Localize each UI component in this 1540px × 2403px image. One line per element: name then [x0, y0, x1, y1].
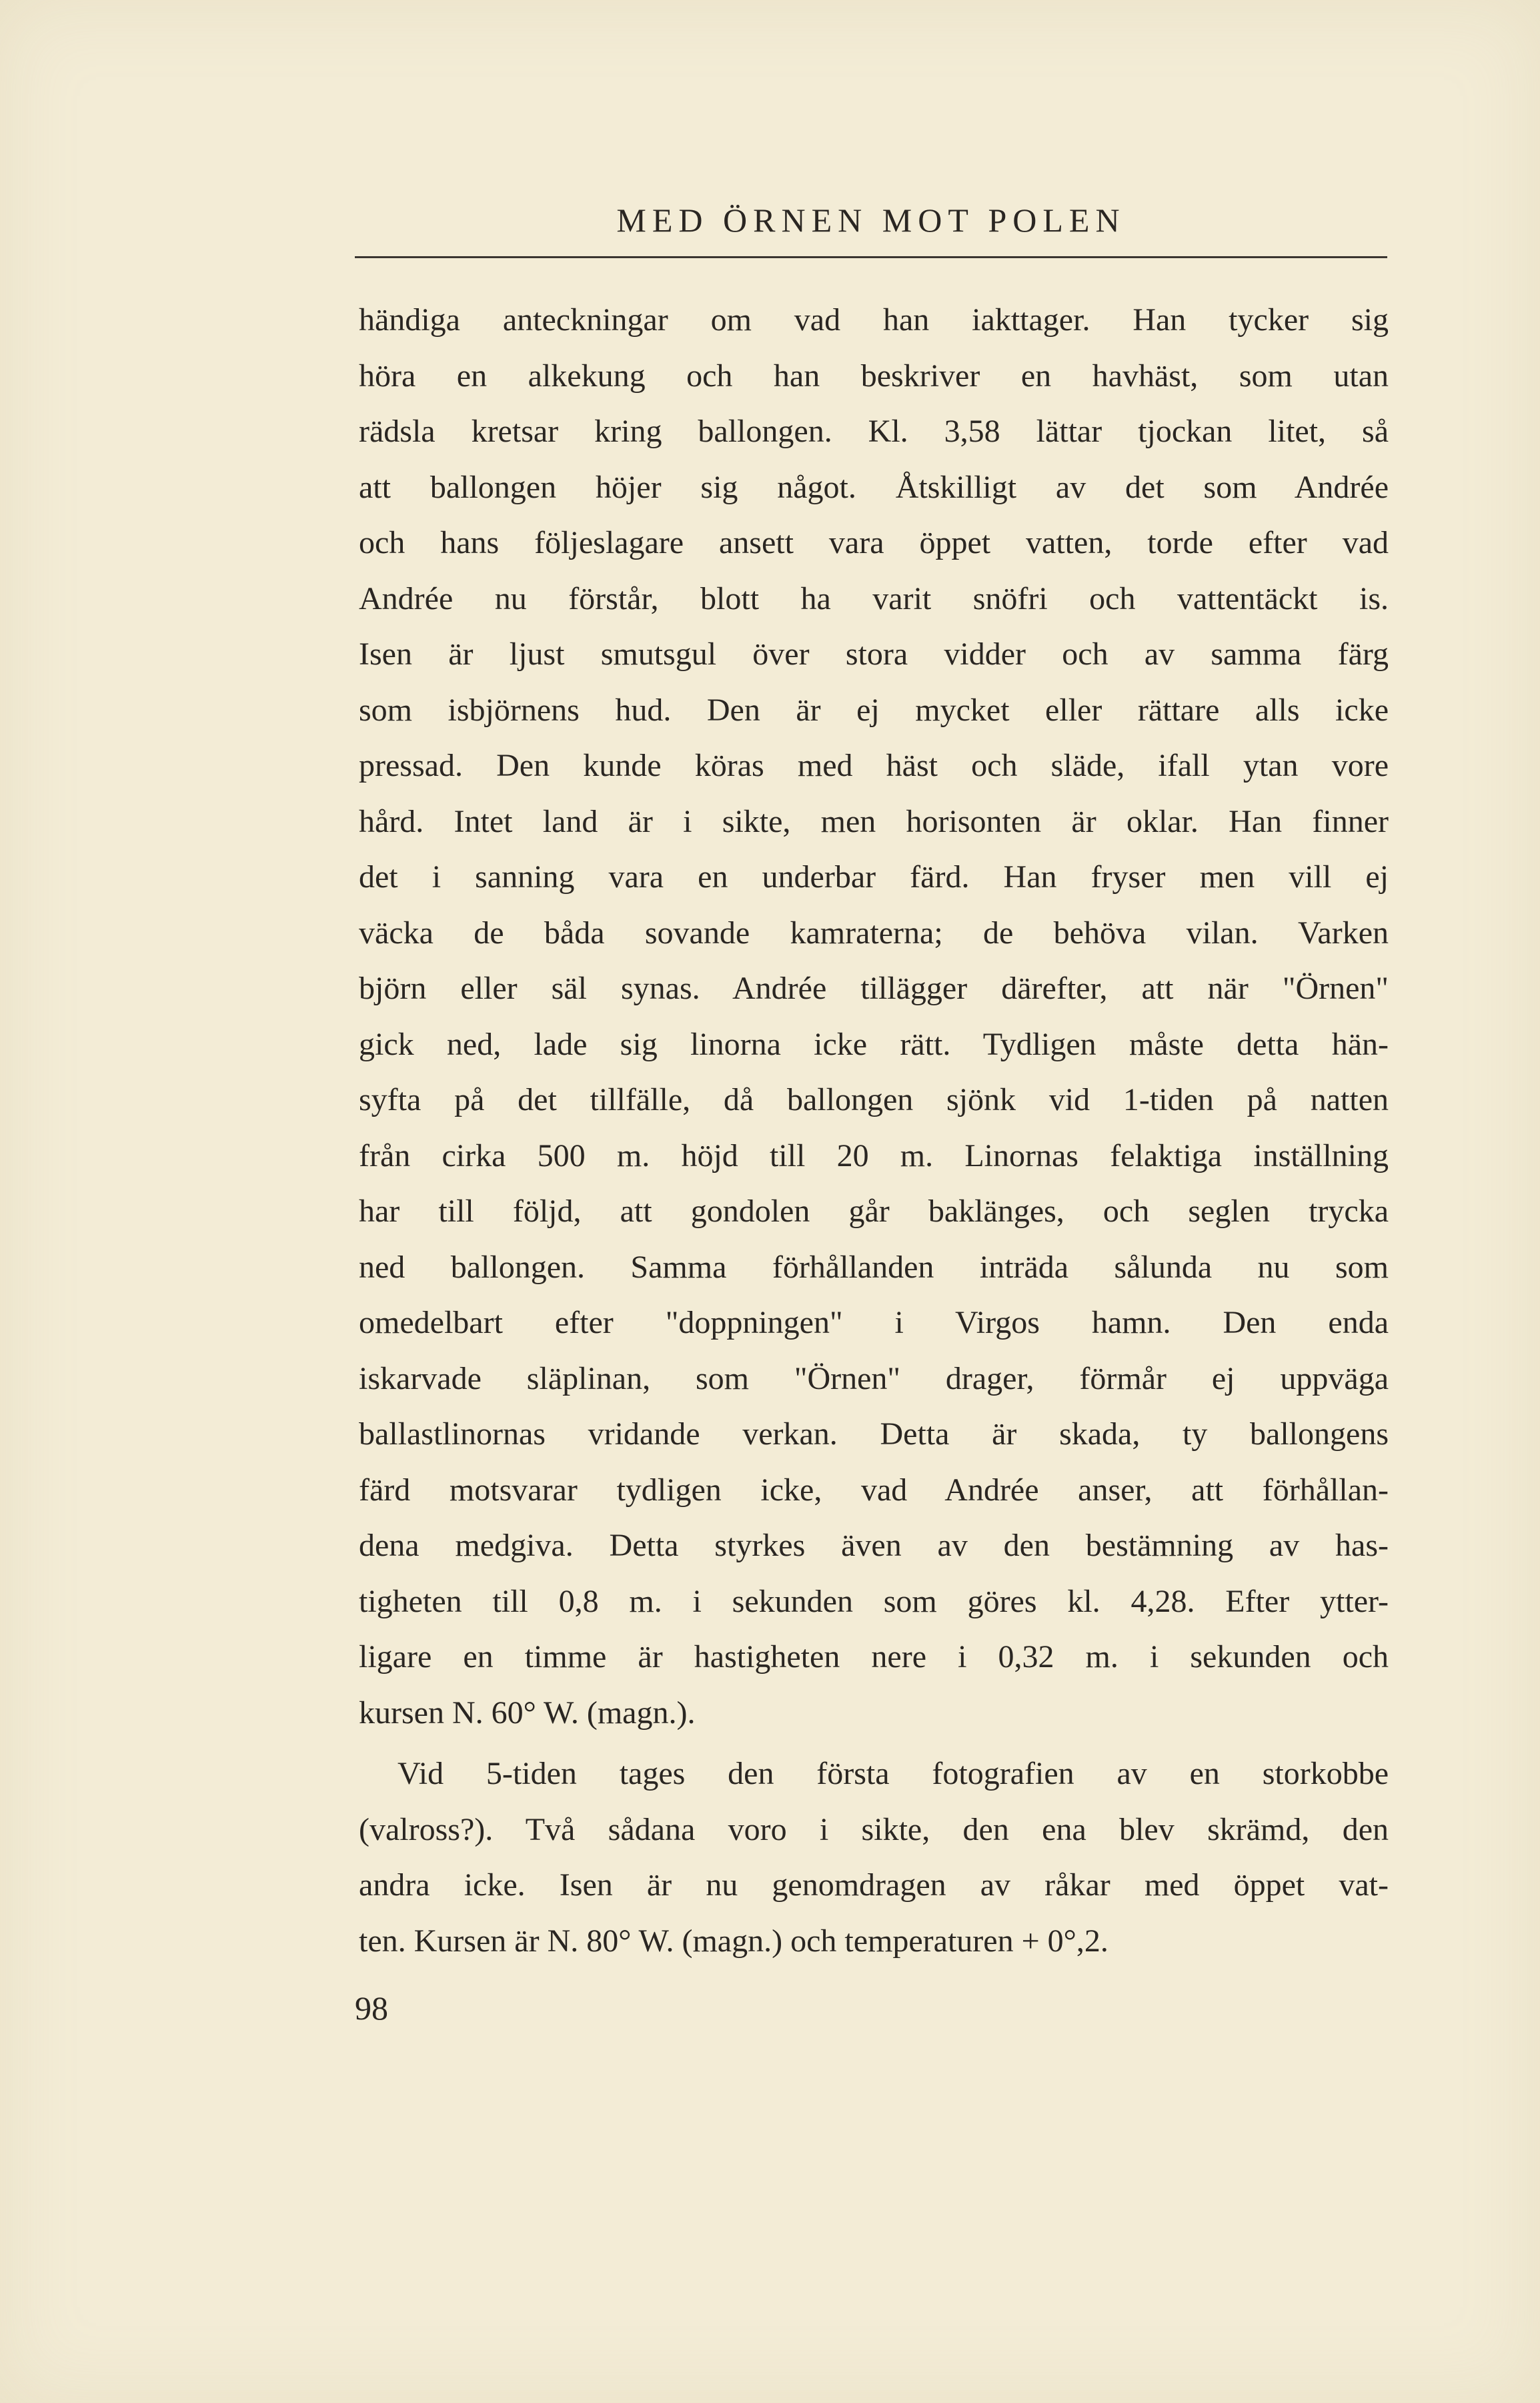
- text-line: att ballongen höjer sig något. Åtskilligt av det som Andrée: [359, 469, 1389, 505]
- text-line: iskarvade släplinan, som "Örnen" drager, förmår ej uppväga: [359, 1360, 1389, 1396]
- text-line: ligare en timme är hastigheten nere i 0,32 m. i sekunden och: [359, 1639, 1389, 1674]
- text-line: tigheten till 0,8 m. i sekunden som göres kl. 4,28. Efter ytter-: [359, 1583, 1389, 1619]
- text-line: väcka de båda sovande kamraterna; de behöva vilan. Varken: [359, 915, 1389, 951]
- text-line: Vid 5-tiden tages den första fotografien av en storkobbe: [398, 1756, 1389, 1791]
- body-text: [359, 292, 1389, 1969]
- text-line: kursen N. 60° W. (magn.).: [359, 1695, 696, 1731]
- text-line: ballastlinornas vridande verkan. Detta är skada, ty ballongens: [359, 1416, 1389, 1452]
- text-line: andra icke. Isen är nu genomdragen av råkar med öppet vat-: [359, 1867, 1389, 1903]
- text-line: gick ned, lade sig linorna icke rätt. Tydligen måste detta hän-: [359, 1026, 1389, 1062]
- paragraph-break: [359, 1741, 1389, 1746]
- text-line: från cirka 500 m. höjd till 20 m. Linornas felaktiga inställning: [359, 1137, 1389, 1173]
- text-line: har till följd, att gondolen går baklänges, och seglen trycka: [359, 1193, 1389, 1229]
- text-line: dena medgiva. Detta styrkes även av den bestämning av has-: [359, 1528, 1389, 1563]
- text-line: pressad. Den kunde köras med häst och släde, ifall ytan vore: [359, 748, 1389, 783]
- text-line: ten. Kursen är N. 80° W. (magn.) och temperaturen + 0°,2.: [359, 1923, 1108, 1959]
- text-line: omedelbart efter "doppningen" i Virgos hamn. Den enda: [359, 1305, 1389, 1340]
- header-rule: [355, 256, 1387, 258]
- page-number: 98: [355, 1989, 388, 2027]
- running-head: MED ÖRNEN MOT POLEN: [616, 201, 1126, 239]
- text-line: björn eller säl synas. Andrée tillägger därefter, att när "Örnen": [359, 971, 1389, 1006]
- text-line: höra en alkekung och han beskriver en havhäst, som utan: [359, 358, 1389, 394]
- text-line: och hans följeslagare ansett vara öppet vatten, torde efter vad: [359, 525, 1389, 560]
- text-line: Isen är ljust smutsgul över stora vidder och av samma färg: [359, 636, 1389, 672]
- text-line: rädsla kretsar kring ballongen. Kl. 3,58 lättar tjockan litet, så: [359, 414, 1389, 449]
- text-line: som isbjörnens hud. Den är ej mycket eller rättare alls icke: [359, 692, 1389, 728]
- text-line: hård. Intet land är i sikte, men horisonten är oklar. Han finner: [359, 803, 1389, 839]
- text-line: ned ballongen. Samma förhållanden inträda sålunda nu som: [359, 1249, 1389, 1285]
- text-line: händiga anteckningar om vad han iakttager. Han tycker sig: [359, 302, 1389, 338]
- text-line: Andrée nu förstår, blott ha varit snöfri och vattentäckt is.: [359, 580, 1389, 616]
- text-line: det i sanning vara en underbar färd. Han fryser men vill ej: [359, 859, 1389, 895]
- text-line: syfta på det tillfälle, då ballongen sjönk vid 1-tiden på natten: [359, 1082, 1389, 1117]
- text-line: färd motsvarar tydligen icke, vad Andrée anser, att förhållan-: [359, 1472, 1389, 1508]
- text-line: (valross?). Två sådana voro i sikte, den ena blev skrämd, den: [359, 1811, 1389, 1847]
